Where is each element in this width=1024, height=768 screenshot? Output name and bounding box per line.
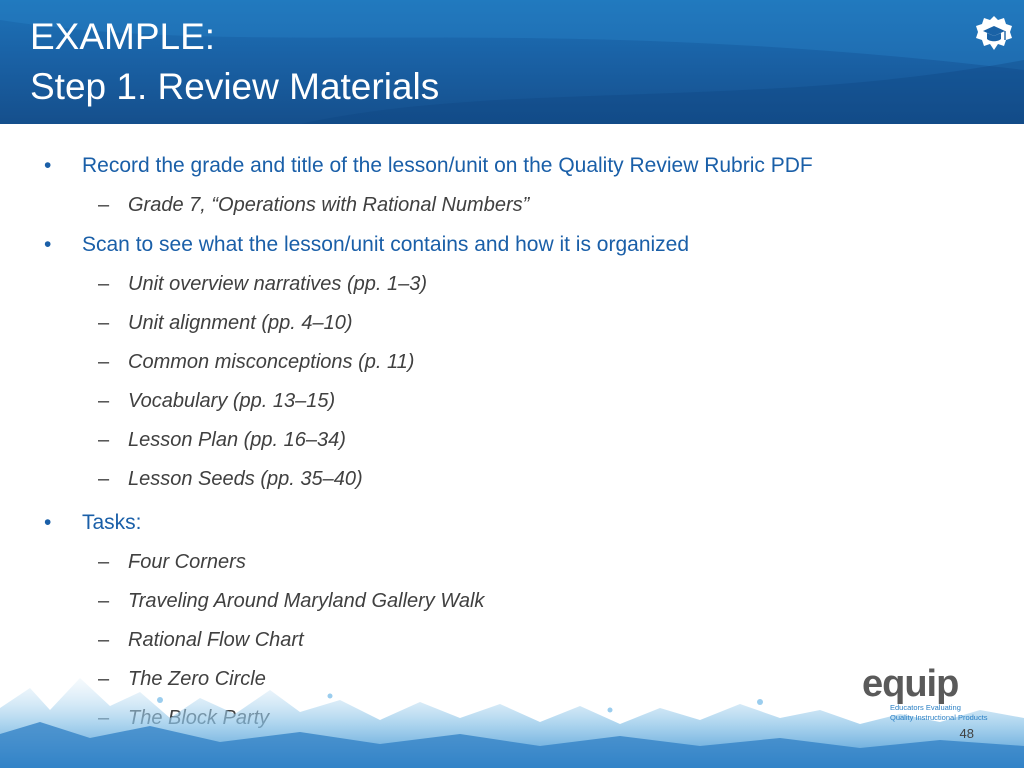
bullet-text: Scan to see what the lesson/unit contains and how it is organized [82,233,690,256]
sub-marker: – [98,590,110,612]
sub-text: The Zero Circle [128,668,266,690]
slide-title [30,12,439,112]
page-number: 48 [959,726,974,741]
sub-marker: – [98,194,110,216]
equip-tagline-2: Quality Instructional Products [890,713,988,722]
equip-logo [850,658,990,726]
sub-marker: – [98,273,110,295]
slide-title-line-2: Step 1. Review Materials [30,66,440,107]
sub-text: Vocabulary (pp. 13–15) [128,390,336,412]
sub-text: Unit overview narratives (pp. 1–3) [128,273,428,295]
sub-text: Lesson Plan (pp. 16–34) [128,429,346,451]
graduation-cap-icon [974,14,1014,54]
sub-text: Common misconceptions (p. 11) [128,351,415,373]
title-banner [0,0,1024,124]
bullet-marker: • [44,511,52,534]
bullet-text: Tasks: [82,511,142,534]
sub-marker: – [98,312,110,334]
bullet-marker: • [44,233,52,256]
sub-marker: – [98,468,110,490]
sub-text: Grade 7, “Operations with Rational Numbers” [128,194,530,216]
bullet-marker: • [44,154,52,177]
sub-marker: – [98,551,110,573]
sub-marker: – [98,429,110,451]
sub-text: Traveling Around Maryland Gallery Walk [128,590,485,612]
sub-marker: – [98,668,110,690]
equip-tagline-1: Educators Evaluating [890,703,961,712]
sub-text: Lesson Seeds (pp. 35–40) [128,468,363,490]
bullet-text: Record the grade and title of the lesson/unit on the Quality Review Rubric PDF [82,154,813,177]
sub-marker: – [98,390,110,412]
equip-logo-mark [850,658,990,726]
sub-marker: – [98,351,110,373]
sub-text: Unit alignment (pp. 4–10) [128,312,353,334]
equip-wordmark: equip [862,663,959,705]
sub-text: Rational Flow Chart [128,629,304,651]
sub-marker: – [98,629,110,651]
sub-text: Four Corners [128,551,246,573]
slide-title-line-1: EXAMPLE: [30,16,216,57]
